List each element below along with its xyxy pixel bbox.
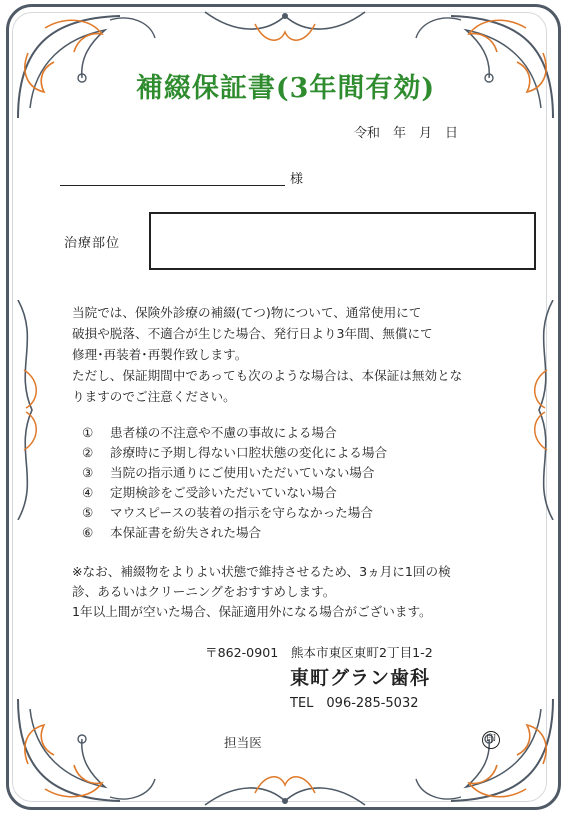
condition-text: 当院の指示通りにご使用いただいていない場合: [110, 465, 375, 480]
condition-item: [82, 523, 522, 543]
condition-number: ②: [82, 445, 94, 460]
clinic-phone: TEL 096-285-5032: [290, 696, 419, 711]
exclusion-conditions: [82, 423, 522, 543]
condition-text: 定期検診をご受診いただいていない場合: [110, 485, 337, 500]
side-ornament: [10, 300, 50, 520]
doctor-in-charge-label: 担当医: [224, 735, 262, 750]
condition-item: [82, 423, 522, 443]
clinic-address: 〒862-0901 熊本市東区東町2丁目1-2: [205, 645, 433, 660]
issue-date: 令和 年 月 日: [354, 126, 459, 141]
condition-item: [82, 463, 522, 483]
bottom-ornament: [195, 763, 375, 813]
seal-mark: 印: [482, 731, 500, 749]
condition-item: [82, 503, 522, 523]
clinic-name: 東町グラン歯科: [290, 667, 431, 689]
condition-number: ①: [82, 425, 94, 440]
condition-text: 診療時に予期し得ない口腔状態の変化による場合: [110, 445, 388, 460]
condition-number: ⑤: [82, 505, 94, 520]
warranty-description: 当院では、保険外診療の補綴(てつ)物について、通常使用にて 破損や脱落、不適合が生じた場合、発行日より3年間、無償にて 修理･再装着･再製作致します。 ただし、保証期間中であっても次のような場合は、本保証は無効とな りますのでご注意ください。: [72, 305, 463, 404]
condition-number: ④: [82, 485, 94, 500]
condition-text: 本保証書を紛失された場合: [110, 525, 262, 540]
condition-number: ⑥: [82, 525, 94, 540]
treatment-area-field[interactable]: [149, 212, 536, 270]
decorative-frame-inner: [12, 12, 547, 802]
condition-item: [82, 443, 522, 463]
treatment-area-label: 治療部位: [64, 236, 121, 251]
corner-ornament: [10, 689, 160, 809]
side-ornament: [521, 300, 561, 520]
document-title: 補綴保証書(3年間有効): [135, 73, 436, 104]
condition-item: [82, 483, 522, 503]
top-ornament: [195, 4, 375, 54]
condition-text: マウスピースの装着の指示を守らなかった場合: [110, 505, 373, 520]
patient-name-line[interactable]: [60, 185, 285, 186]
condition-number: ③: [82, 465, 94, 480]
corner-ornament: [411, 689, 561, 809]
condition-text: 患者様の不注意や不慮の事故による場合: [110, 425, 337, 440]
patient-name-suffix: 様: [290, 172, 304, 187]
maintenance-note: ※なお、補綴物をよりよい状態で維持させるため、3ヵ月に1回の検 診、あるいはクリーニングをおすすめします。 1年以上間が空いた場合、保証適用外になる場合がございます。: [72, 564, 451, 619]
